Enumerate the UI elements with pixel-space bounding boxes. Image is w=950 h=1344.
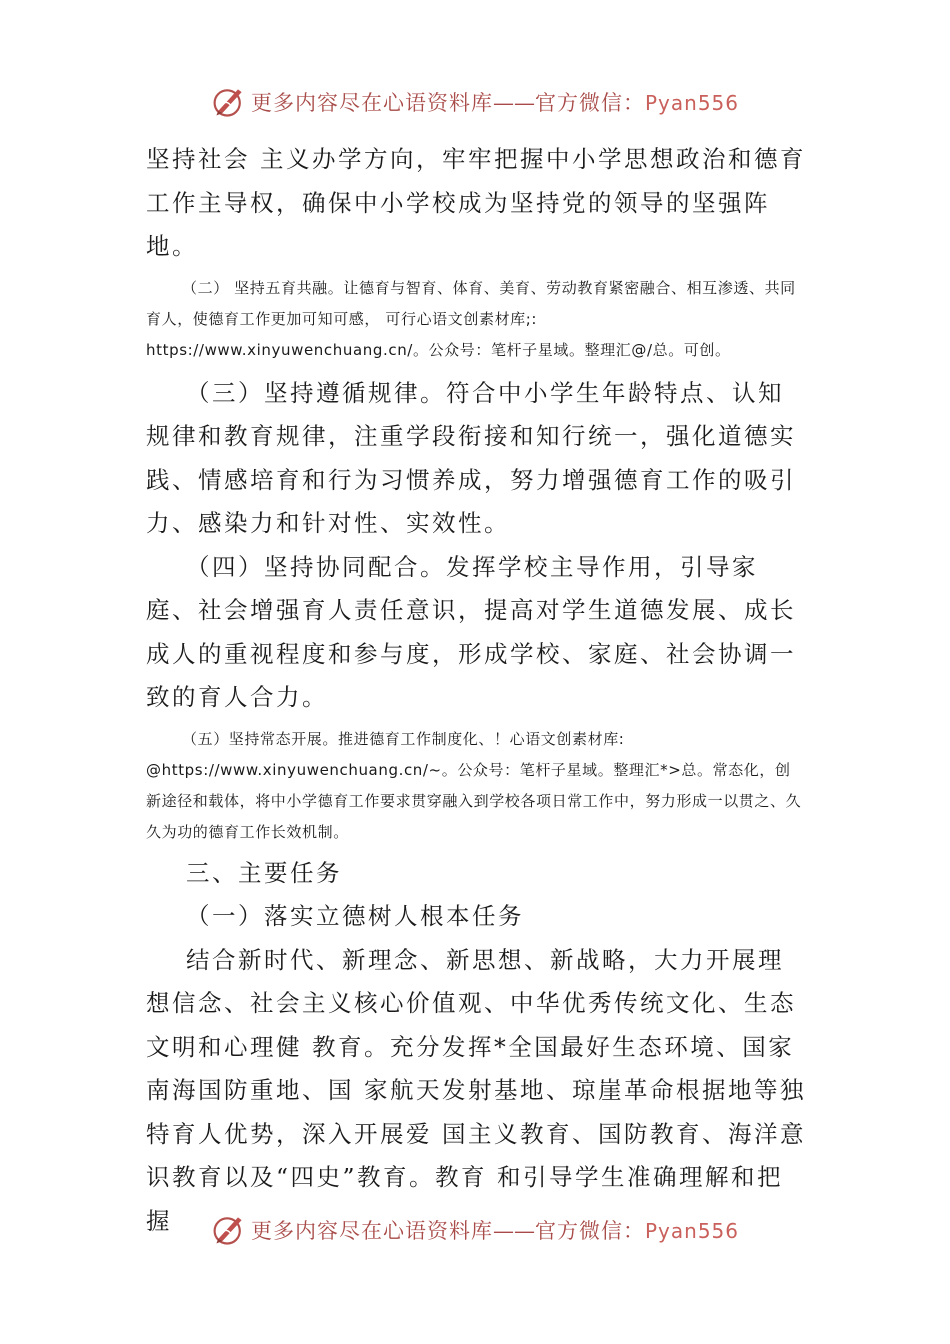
paragraph: （四）坚持协同配合。发挥学校主导作用，引导家庭、社会增强育人责任意识，提高对学生道德发展、成长成人的重视程度和参与度，形成学校、家庭、社会协调一致的育人合力。 [146,552,796,711]
header-banner-text: 更多内容尽在心语资料库——官方微信：Pyan556 [250,91,739,115]
paragraph: （三）坚持遵循规律。符合中小学生年龄特点、认知规律和教育规律，注重学段衔接和知行统一，强化道德实践、情感培育和行为习惯养成，努力增强德育工作的吸引力、感染力和针对性、实效性。 [146,378,796,537]
subsection-heading: （一）落实立德树人根本任务 [186,902,524,930]
paragraph: 坚持社会 主义办学方向，牢牢把握中小学思想政治和德育工作主导权，确保中小学校成为坚持党的领导的坚强阵地。 [146,145,806,260]
header-banner [0,80,950,124]
section-heading: 三、主要任务 [186,858,342,887]
footer-banner-text: 更多内容尽在心语资料库——官方微信：Pyan556 [250,1219,739,1243]
document-body [146,138,806,1243]
paragraph-small: （二） 坚持五育共融。让德育与智育、体育、美育、劳动教育紧密融合、相互渗透、共同育人，使德育工作更加可知可感， 可行心语文创素材库;: https://www.xinyuwenchuang.cn/。公众号：笔杆子星域。整理汇@/总。可创。 [146,278,796,359]
pen-logo-icon [211,84,247,120]
paragraph-small: （五）坚持常态开展。推进德育工作制度化、！心语文创素材库: @https://www.xinyuwenchuang.cn/~。公众号：笔杆子星域。整理汇*>总。常态化，创新途径和载体，将中小学德育工作要求贯穿融入到学校各项日常工作中，努力形成一以贯之、久久为功的德育工作长效机制。 [146,729,802,841]
footer-banner [0,1208,950,1252]
wechat-id: Pyan556 [644,91,739,115]
pen-logo-icon [211,1212,247,1248]
wechat-id: Pyan556 [644,1219,739,1243]
paragraph: 结合新时代、新理念、新思想、新战略，大力开展理想信念、社会主义核心价值观、中华优秀传统文化、生态文明和心理健 教育。充分发挥*全国最好生态环境、国家南海国防重地、国 家航天发射基地、琼崖革命根据地等独特育人优势，深入开展爱 国主义教育、国防教育、海洋意识教育以及“四史”教育。教育 和引导学生准确理解和把握 [146,945,806,1235]
